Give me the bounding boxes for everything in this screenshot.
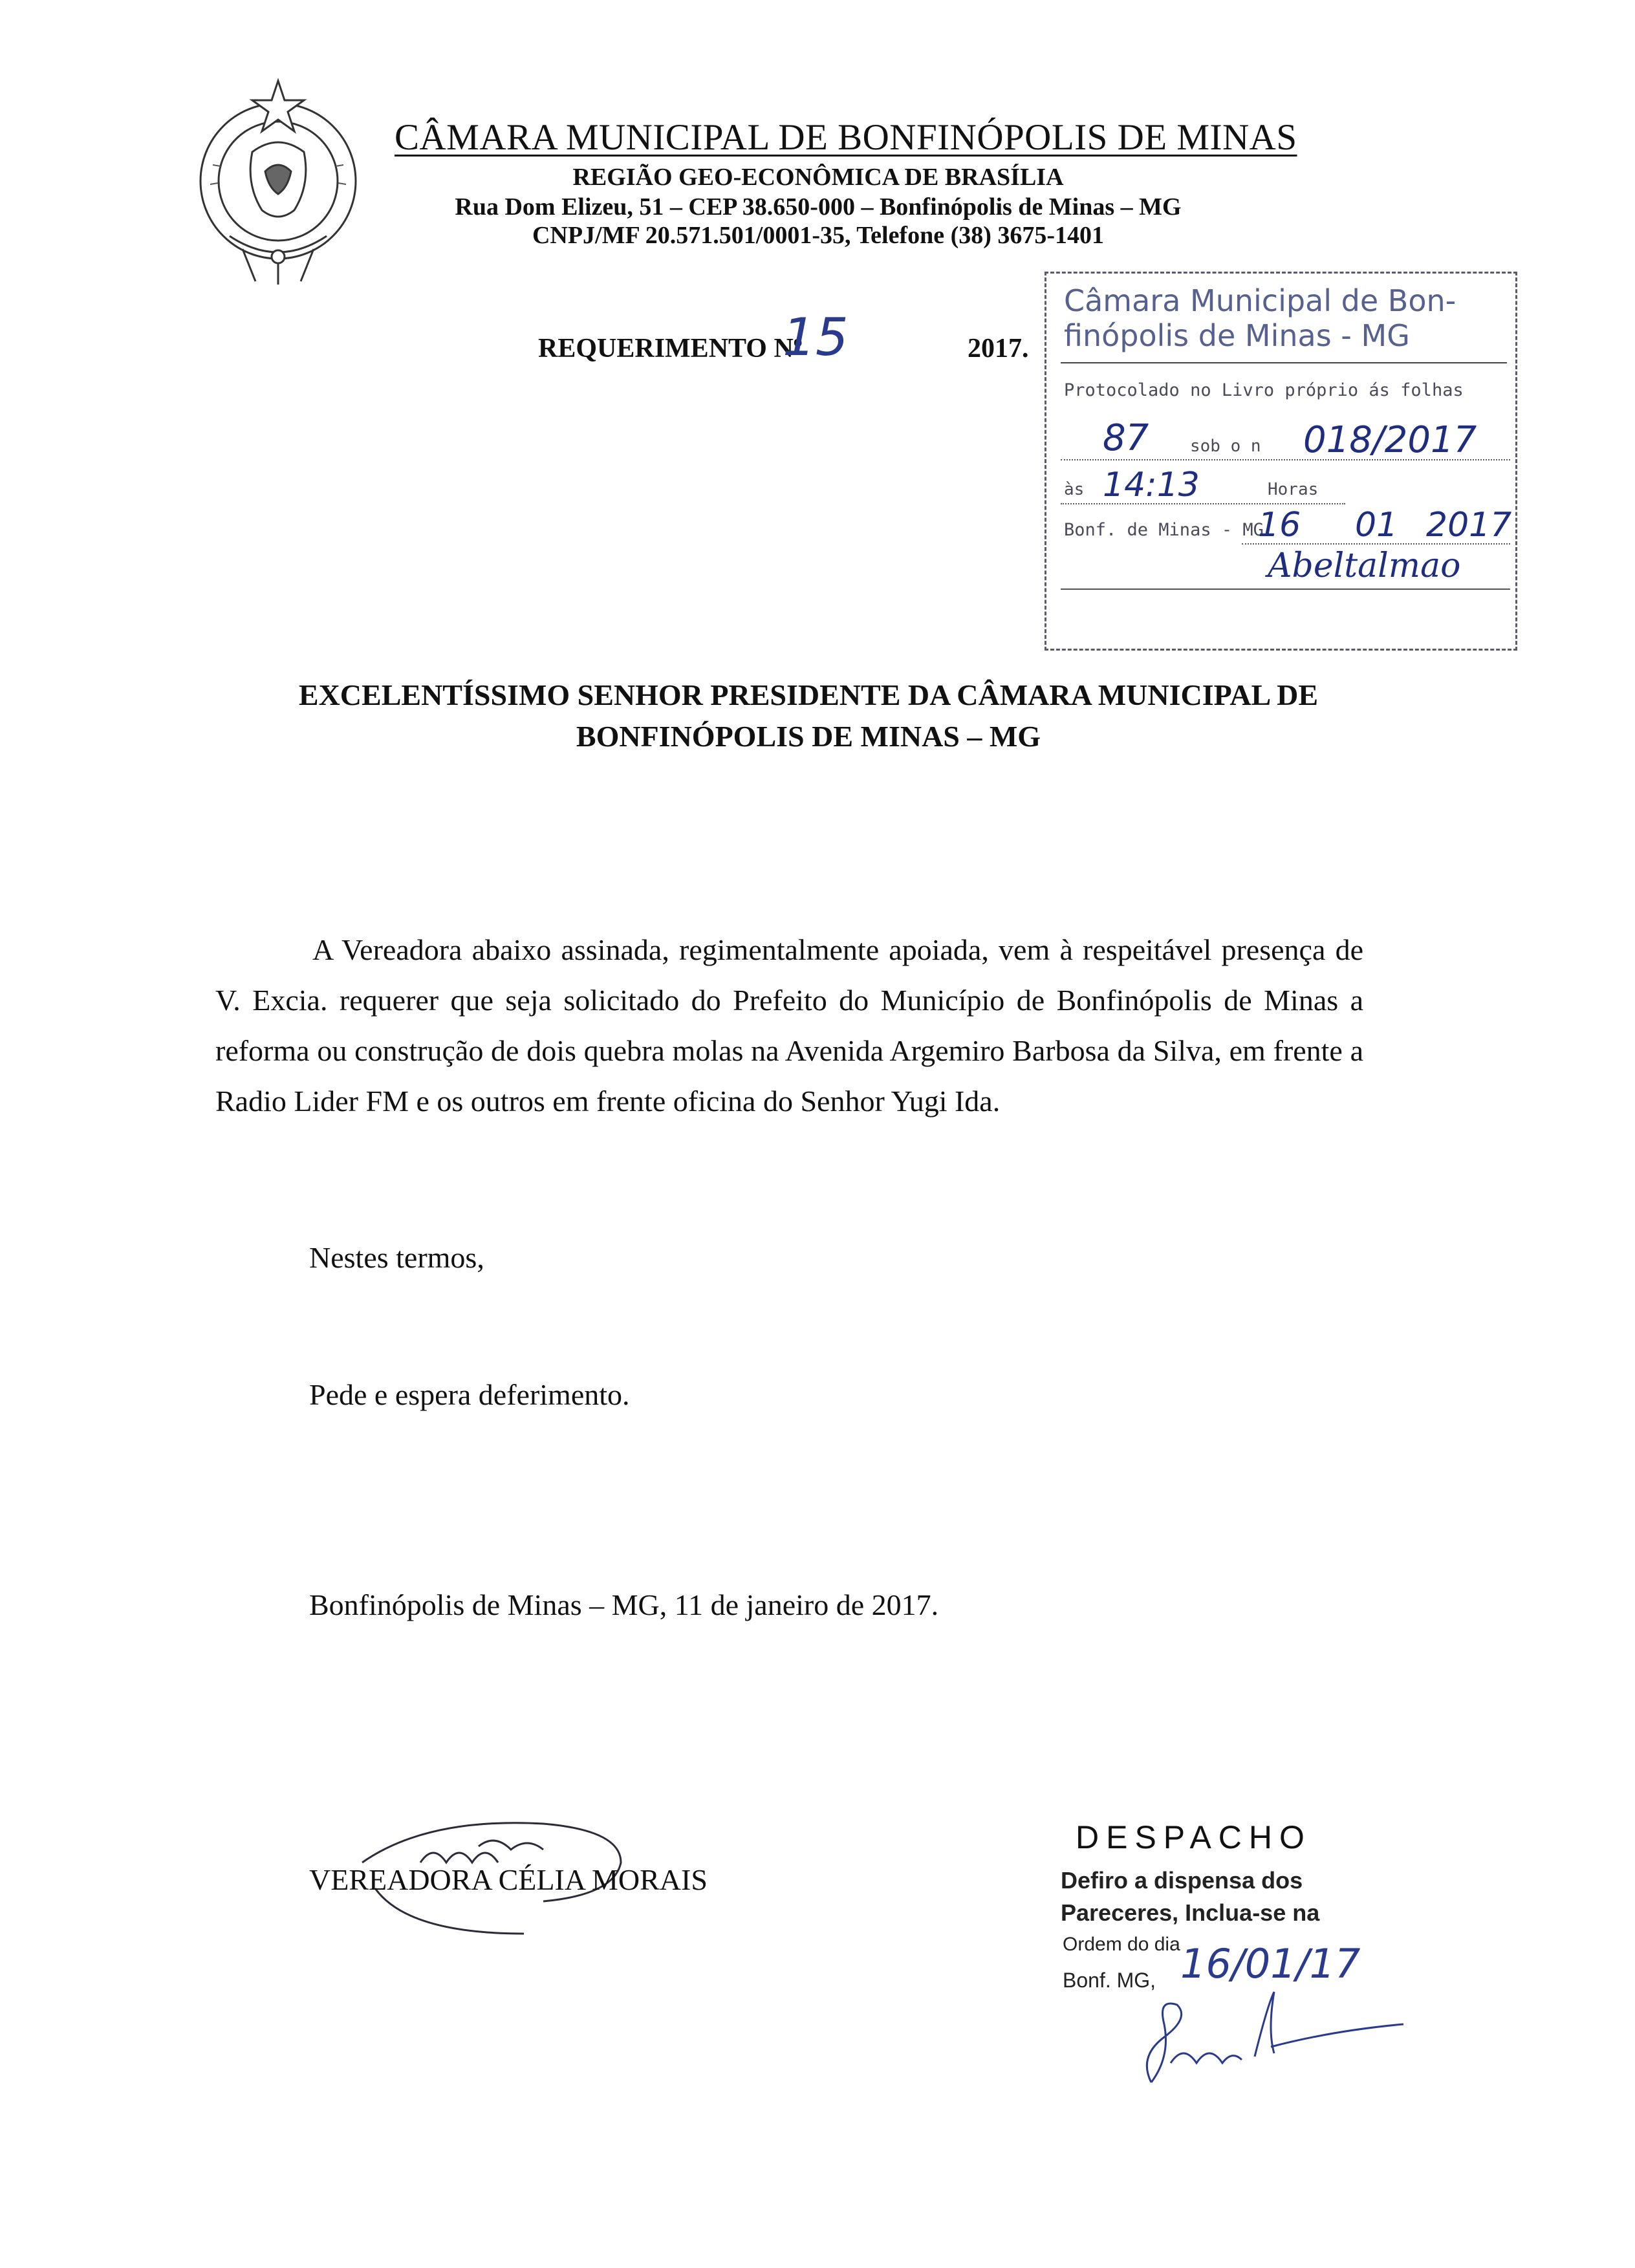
stamp-line-3: Protocolado no Livro próprio ás folhas xyxy=(1064,380,1464,400)
despacho-line-4: Bonf. MG, xyxy=(1063,1969,1156,1992)
institution-cnpj: CNPJ/MF 20.571.501/0001-35, Telefone (38) 3675-1401 xyxy=(532,222,1105,249)
stamp-rule-1 xyxy=(1061,459,1510,460)
despacho-line-3: Ordem do dia xyxy=(1063,1934,1180,1955)
stamp-line-1: Câmara Municipal de Bon- xyxy=(1064,283,1456,318)
requerimento-year: 2017. xyxy=(968,334,1029,363)
stamp-horas-label: Horas xyxy=(1268,480,1319,499)
institution-region: REGIÃO GEO-ECONÔMICA DE BRASÍLIA xyxy=(572,164,1064,191)
stamp-line-2: finópolis de Minas - MG xyxy=(1064,318,1410,353)
stamp-protocol-number: 018/2017 xyxy=(1303,419,1477,461)
stamp-date-month: 01 xyxy=(1355,506,1398,545)
coat-of-arms-icon xyxy=(191,74,365,288)
stamp-rule-4 xyxy=(1061,589,1510,590)
requerimento-number: 15 xyxy=(783,307,849,367)
stamp-sob-label: sob o n xyxy=(1190,437,1261,456)
request-phrase: Pede e espera deferimento. xyxy=(309,1378,630,1411)
request-body: A Vereadora abaixo assinada, regimentalmente apoiada, vem à respeitável presença de V. Excia. requerer que seja solicitado do Prefeito do Município de Bonfinópolis de Minas a reforma ou construção de dois quebra molas na Avenida Argemiro Barbosa da Silva, em frente a Radio Lider FM e os outros em frente oficina do Senhor Yugi Ida. xyxy=(215,933,1363,1118)
despacho-line-1: Defiro a dispensa dos xyxy=(1061,1867,1303,1894)
institution-address: Rua Dom Elizeu, 51 – CEP 38.650-000 – Bonfinópolis de Minas – MG xyxy=(455,193,1182,221)
institution-title: CÂMARA MUNICIPAL DE BONFINÓPOLIS DE MINAS xyxy=(395,117,1297,158)
addressee-line-2: BONFINÓPOLIS DE MINAS – MG xyxy=(576,720,1041,753)
closing-phrase: Nestes termos, xyxy=(309,1241,484,1274)
stamp-rule-3 xyxy=(1242,543,1510,545)
despacho-signature xyxy=(1125,1985,1410,2095)
stamp-date-day: 16 xyxy=(1258,506,1301,545)
stamp-rule-2 xyxy=(1061,503,1345,504)
stamp-signature: Abeltalmao xyxy=(1268,546,1461,585)
stamp-divider xyxy=(1061,362,1507,363)
requerimento-label: REQUERIMENTO Nº xyxy=(538,334,803,363)
protocol-stamp xyxy=(1045,272,1517,650)
despacho-title: DESPACHO xyxy=(1076,1819,1312,1855)
addressee-line-1: EXCELENTÍSSIMO SENHOR PRESIDENTE DA CÂMARA MUNICIPAL DE xyxy=(298,678,1319,711)
stamp-time: 14:13 xyxy=(1103,466,1200,504)
stamp-folha: 87 xyxy=(1103,417,1149,459)
stamp-date-year: 2017 xyxy=(1426,506,1512,545)
signatory-name: VEREADORA CÉLIA MORAIS xyxy=(309,1863,708,1896)
despacho-line-2: Pareceres, Inclua-se na xyxy=(1061,1899,1320,1926)
stamp-as-label: às xyxy=(1064,480,1085,499)
despacho-date: 16/01/17 xyxy=(1180,1940,1361,1987)
stamp-date-label: Bonf. de Minas - MG xyxy=(1064,520,1264,540)
place-and-date: Bonfinópolis de Minas – MG, 11 de janeiro de 2017. xyxy=(309,1588,939,1621)
